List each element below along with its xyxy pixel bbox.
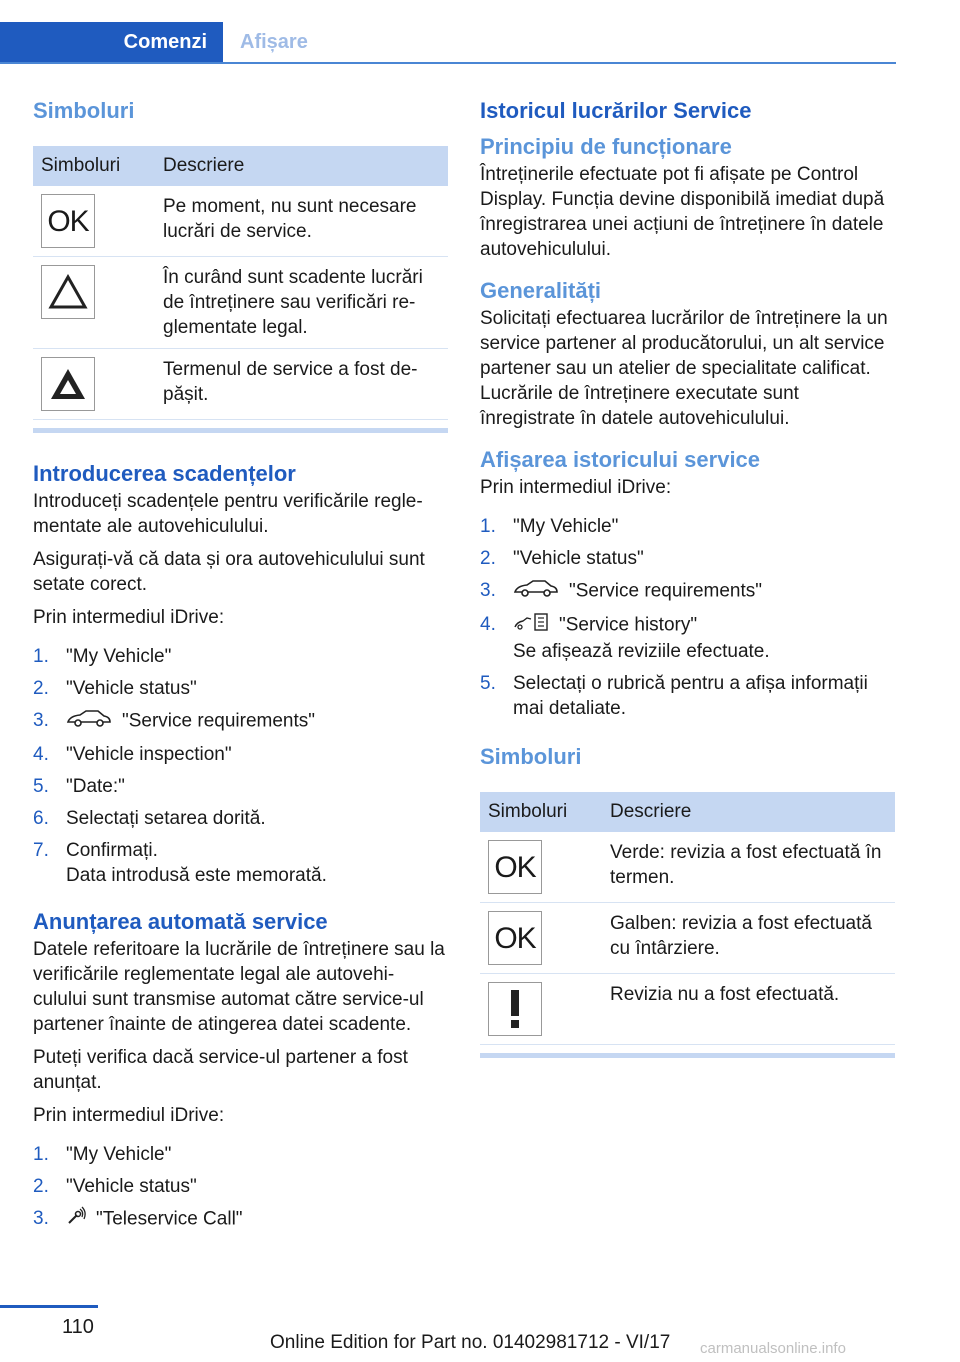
list-item: 1. "My Vehicle": [480, 516, 619, 537]
paragraph: Introduceți scadențele pentru verificările regle-mentate ale autovehiculului.: [33, 491, 423, 537]
paragraph: Puteți verifica dacă service-ul partener a fost anunțat.: [33, 1047, 408, 1093]
ok-icon: OK: [488, 911, 542, 965]
list-item: 6. Selectați setarea dorită.: [33, 808, 266, 829]
general-heading: Generalități: [480, 278, 602, 303]
paragraph: Prin intermediul iDrive:: [33, 1105, 225, 1126]
symbol-description: Galben: revizia a fost efectuată cu întârziere.: [602, 903, 895, 974]
car-icon: [66, 708, 112, 735]
paragraph: Prin intermediul iDrive:: [33, 607, 225, 628]
symbol-description: Revizia nu a fost efectuată.: [602, 974, 895, 1045]
list-item: 4. "Service history" Se afișează reviziile efectuate.: [480, 614, 770, 662]
symbols-heading: Simboluri: [480, 744, 582, 769]
exclamation-icon: [488, 982, 542, 1036]
history-steps: [480, 514, 895, 721]
table-row: [480, 903, 895, 974]
list-item: 3. "Service requirements": [480, 578, 895, 605]
column-header-symbol: Simboluri: [480, 792, 602, 832]
list-item: 1. "My Vehicle": [33, 646, 172, 667]
principle-heading: Principiu de funcționare: [480, 134, 732, 159]
tab-comenzi[interactable]: Comenzi: [0, 22, 223, 62]
table-header-row: [33, 146, 448, 186]
paragraph: Asigurați-vă că data și ora autovehiculului sunt setate corect.: [33, 549, 425, 595]
symbols-table: [33, 146, 448, 420]
edition-label: Online Edition for Part no. 01402981712 - VI/17: [270, 1332, 671, 1353]
paragraph: Prin intermediul iDrive:: [480, 477, 672, 498]
auto-service-steps: [33, 1142, 448, 1233]
warning-triangle-filled-icon: [41, 357, 95, 411]
table-header-row: [480, 792, 895, 832]
list-item: 2. "Vehicle status": [480, 548, 644, 569]
deadlines-steps: [33, 644, 448, 888]
table-row: [480, 832, 895, 903]
symbol-description: În curând sunt scadente lucrări de întreținere sau verificări re-glementate legal.: [155, 257, 448, 349]
left-column: [33, 96, 448, 1240]
watermark: carmanualsonline.info: [700, 1340, 846, 1357]
deadlines-heading: Introducerea scadențelor: [33, 461, 296, 486]
symbol-description: Pe moment, nu sunt necesare lucrări de service.: [155, 186, 448, 257]
right-column: [480, 96, 895, 1058]
chapter-tab-bar: [0, 22, 896, 64]
symbols-table: [480, 792, 895, 1045]
table-row: [33, 257, 448, 349]
paragraph: Datele referitoare la lucrările de întreținere sau la verificările reglementate legal ale autovehi-culului sunt transmise automat către service-ul partener înainte de atingerea datei scadente.: [33, 939, 445, 1035]
step-note: Data introdusă este memorată.: [66, 865, 327, 886]
list-item: 2. "Vehicle status": [33, 678, 197, 699]
symbol-description: Verde: revizia a fost efectuată în termen.: [602, 832, 895, 903]
column-header-description: Descriere: [602, 792, 895, 832]
table-row: [33, 186, 448, 257]
service-history-heading: Istoricul lucrărilor Service: [480, 98, 752, 123]
footer-rule: [0, 1305, 98, 1308]
paragraph: Solicitați efectuarea lucrărilor de întreținere la un service partener al producătorului, un alt service partener sau un atelier de specialitate calificat. Lucrările de întreținere executate sunt înregistrate în datele autovehiculului.: [480, 308, 888, 429]
table-row: [33, 349, 448, 420]
list-item: 3. "Service requirements": [33, 708, 448, 735]
list-item: 5. "Date:": [33, 776, 125, 797]
list-item: 5. Selectați o rubrică pentru a afișa informații mai detaliate.: [480, 673, 868, 719]
list-item: 3. "Teleservice Call": [33, 1206, 448, 1233]
column-header-symbol: Simboluri: [33, 146, 155, 186]
list-item: 1. "My Vehicle": [33, 1144, 172, 1165]
car-icon: [513, 578, 559, 605]
list-item: 7. Confirmați. Data introdusă este memorată.: [33, 840, 327, 886]
list-item: 2. "Vehicle status": [33, 1176, 197, 1197]
paragraph: Întreținerile efectuate pot fi afișate pe Control Display. Funcția devine disponibilă imediat după înregistrarea unei acțiuni de întreținere în datele autovehiculului.: [480, 164, 885, 260]
show-history-heading: Afișarea istoricului service: [480, 447, 761, 472]
tab-afisare[interactable]: Afișare: [240, 31, 308, 53]
column-header-description: Descriere: [155, 146, 448, 186]
warning-triangle-icon: [41, 265, 95, 319]
wrench-signal-icon: [66, 1206, 86, 1233]
auto-service-heading: Anunțarea automată service: [33, 909, 328, 934]
ok-icon: OK: [488, 840, 542, 894]
service-history-icon: [513, 612, 549, 639]
table-row: [480, 974, 895, 1045]
symbols-heading: Simboluri: [33, 98, 135, 123]
table-bottom-rule: [480, 1053, 895, 1058]
symbol-description: Termenul de service a fost de-pășit.: [155, 349, 448, 420]
step-note: Se afișează reviziile efectuate.: [513, 641, 770, 662]
ok-icon: OK: [41, 194, 95, 248]
list-item: 4. "Vehicle inspection": [33, 744, 232, 765]
page-number: 110: [62, 1316, 94, 1338]
